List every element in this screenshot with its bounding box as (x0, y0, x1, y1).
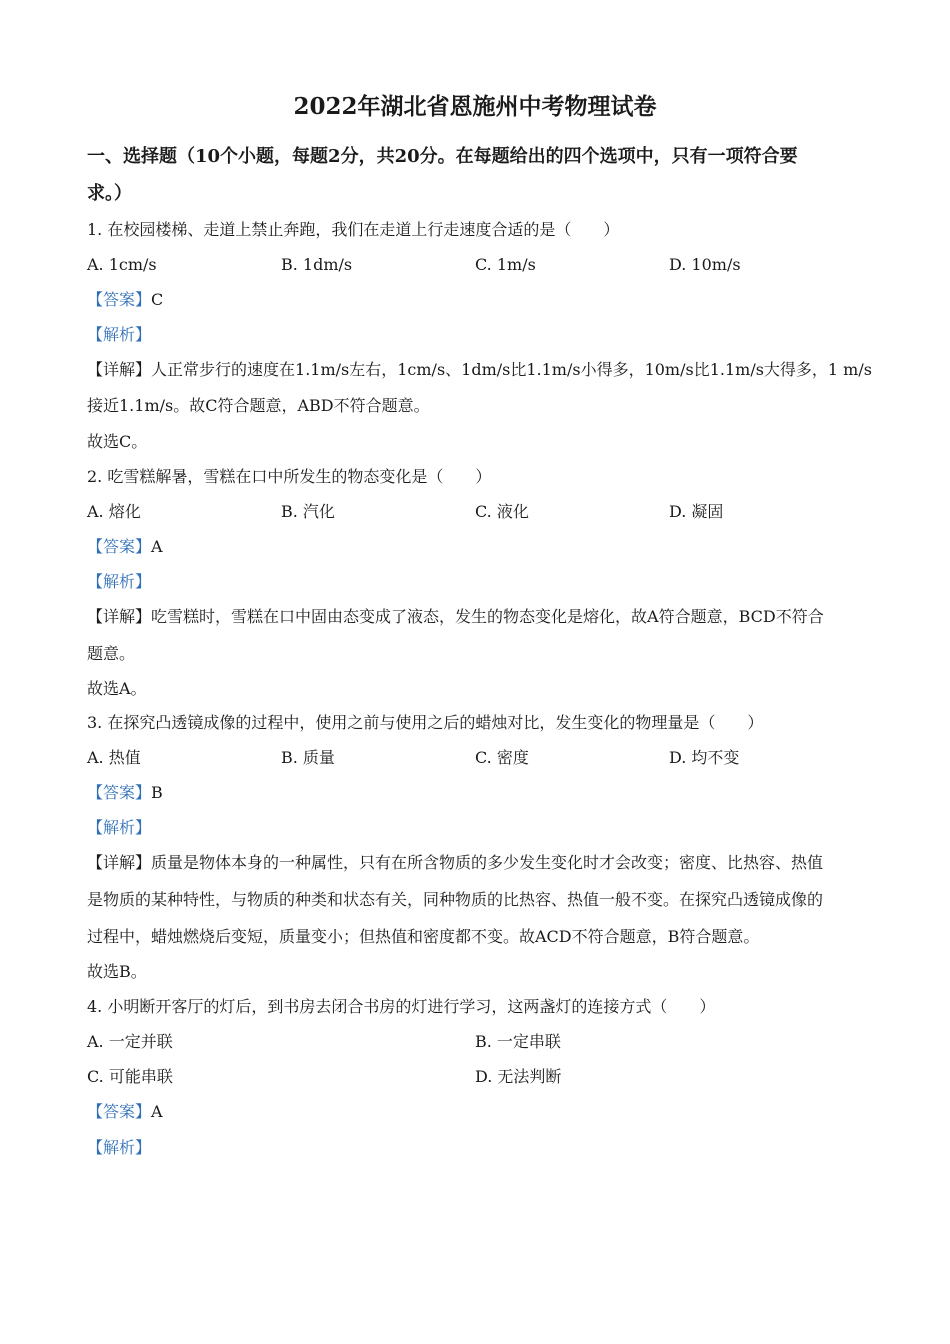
q3-detail-line1 (87, 852, 823, 874)
q2-analysis-tag: 【解析】 (87, 572, 152, 591)
q3-option-c: C. 密度 (475, 748, 529, 767)
q1-option-b: B. 1dm/s (281, 255, 353, 274)
detail-tag: 【详解】 (87, 853, 152, 872)
q3-stem: 3. 在探究凸透镜成像的过程中，使用之前与使用之后的蜡烛对比，发生变化的物理量是（ ） (87, 713, 764, 732)
q3-detail-line2: 是物质的某种特性，与物质的种类和状态有关，同种物质的比热容、热值一般不变。在探究凸透镜成像的 (87, 890, 824, 909)
q4-answer (87, 1101, 163, 1123)
q3-option-a: A. 热值 (87, 748, 141, 767)
q3-analysis-tag: 【解析】 (87, 818, 152, 837)
q3-answer (87, 782, 163, 804)
q2-option-b: B. 汽化 (281, 502, 335, 521)
q1-option-d: D. 10m/s (669, 255, 741, 274)
q1-detail-line2: 接近1.1m/s。故C符合题意，ABD不符合题意。 (87, 396, 430, 415)
q1-answer (87, 289, 163, 311)
q1-analysis-tag: 【解析】 (87, 325, 152, 344)
detail-tag: 【详解】 (87, 607, 152, 626)
q2-option-c: C. 液化 (475, 502, 529, 521)
section-heading-line1: 一、选择题（10个小题，每题2分，共20分。在每题给出的四个选项中，只有一项符合要 (87, 146, 798, 167)
q4-option-d: D. 无法判断 (475, 1067, 562, 1086)
q1-stem: 1. 在校园楼梯、走道上禁止奔跑，我们在走道上行走速度合适的是（ ） (87, 220, 620, 239)
section-heading-line2: 求。） (87, 183, 132, 204)
q1-option-a: A. 1cm/s (87, 255, 157, 274)
q3-detail-line3: 过程中，蜡烛燃烧后变短，质量变小；但热值和密度都不变。故ACD不符合题意，B符合题意。 (87, 927, 760, 946)
q2-option-d: D. 凝固 (669, 502, 724, 521)
q2-conclusion: 故选A。 (87, 679, 147, 698)
detail-text: 人正常步行的速度在1.1m/s左右，1cm/s、1dm/s比1.1m/s小得多，10m/s比1.1m/s大得多，1 m/s (151, 360, 872, 379)
q2-detail-line2: 题意。 (87, 644, 136, 663)
q2-detail-line1 (87, 606, 824, 628)
answer-tag: 【答案】 (87, 290, 152, 309)
detail-tag: 【详解】 (87, 360, 152, 379)
q4-option-c: C. 可能串联 (87, 1067, 173, 1086)
answer-value: A (151, 537, 163, 556)
q4-option-a: A. 一定并联 (87, 1032, 173, 1051)
q3-option-b: B. 质量 (281, 748, 335, 767)
q2-option-a: A. 熔化 (87, 502, 141, 521)
answer-tag: 【答案】 (87, 783, 152, 802)
q3-option-d: D. 均不变 (669, 748, 740, 767)
q4-option-b: B. 一定串联 (475, 1032, 561, 1051)
q4-analysis-tag: 【解析】 (87, 1138, 152, 1157)
detail-text: 吃雪糕时，雪糕在口中固由态变成了液态，发生的物态变化是熔化，故A符合题意，BCD不符合 (151, 607, 824, 626)
q4-stem: 4. 小明断开客厅的灯后，到书房去闭合书房的灯进行学习，这两盏灯的连接方式（ ） (87, 997, 716, 1016)
answer-tag: 【答案】 (87, 1102, 152, 1121)
q2-stem: 2. 吃雪糕解暑，雪糕在口中所发生的物态变化是（ ） (87, 467, 492, 486)
detail-text: 质量是物体本身的一种属性，只有在所含物质的多少发生变化时才会改变；密度、比热容、热值 (151, 853, 824, 872)
q1-option-c: C. 1m/s (475, 255, 536, 274)
page-title: 2022年湖北省恩施州中考物理试卷 (293, 93, 657, 120)
answer-value: B (151, 783, 163, 802)
q3-conclusion: 故选B。 (87, 962, 147, 981)
q2-answer (87, 536, 163, 558)
answer-value: A (151, 1102, 163, 1121)
q1-conclusion: 故选C。 (87, 432, 148, 451)
q1-detail-line1 (87, 359, 872, 381)
answer-tag: 【答案】 (87, 537, 152, 556)
answer-value: C (151, 290, 164, 309)
